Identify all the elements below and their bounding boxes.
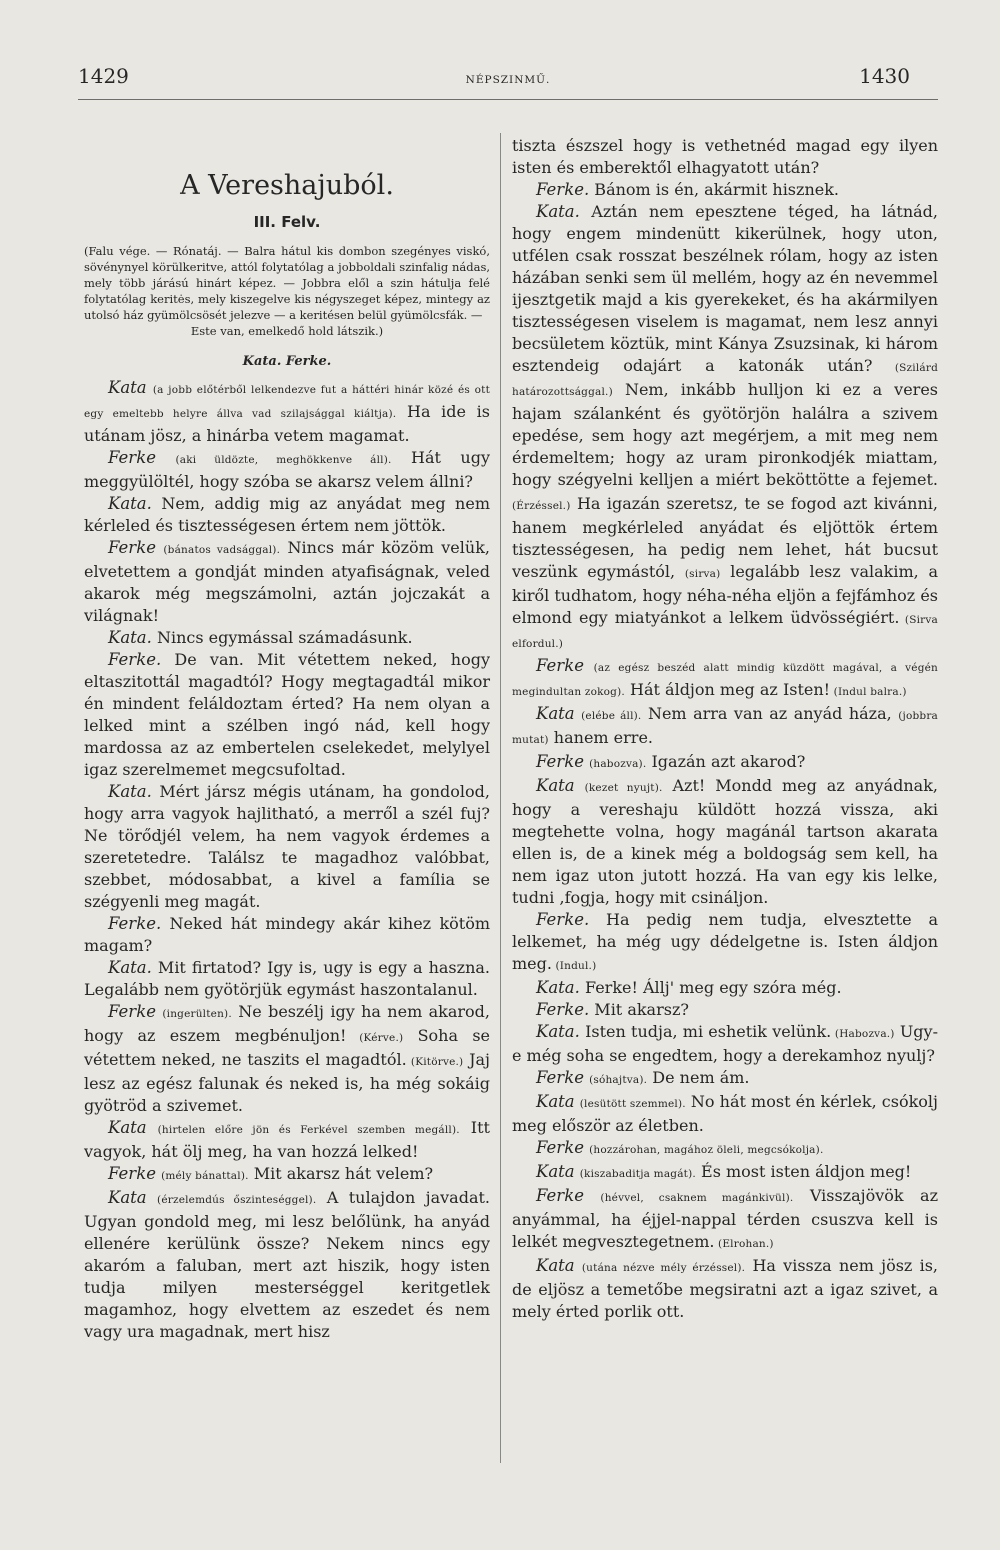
stage-direction: (utána nézve mély érzéssel). <box>581 1262 746 1274</box>
line-text: Nem, addig mig az anyádat meg nem kérleled és tisztességesen értem nem jöttök. <box>84 494 490 535</box>
line-text: Nem arra van az anyád háza, <box>641 704 892 723</box>
line-text: Nincs egymással számadásunk. <box>151 628 413 647</box>
speaker-name: Ferke <box>536 1068 584 1087</box>
line-text: Isten tudja, mi eshetik velünk. <box>579 1022 832 1041</box>
stage-direction: (hirtelen előre jön és Ferkével szemben megáll). <box>157 1124 460 1136</box>
speaker-name: Ferke <box>108 538 156 557</box>
stage-direction: (jobbra mutat) <box>512 710 939 746</box>
line-text: De van. Mit vétettem neked, hogy eltaszitottál magadtól? Hogy megtagadtál mikor én mindent feláldoztam érted? Ha nem olyan a lelked mint a szélben ingó nád, kell hogy mardossa az az embertelen cselekedet, melylyel igaz szerelmemet megcsufoltad. <box>84 650 490 779</box>
line-text: Jaj lesz az egész falunak és neked is, ha még sokáig gyötröd a szivemet. <box>84 1050 491 1115</box>
line-text: Hát ugy meggyülöltél, hogy szóba se akarsz velem állni? <box>84 448 490 491</box>
line-text: Mit akarsz hát velem? <box>248 1164 434 1183</box>
stage-direction: (a jobb előtérből lelkendezve fut a háttéri hinár közé és ott egy emeltebb helyre állva vad szilajsággal kiáltja). <box>84 384 490 420</box>
stage-direction: (Habozva.) <box>831 1028 895 1040</box>
stage-direction: (sirva) <box>684 568 721 580</box>
line-text: Mért jársz mégis utánam, ha gondolod, hogy arra vagyok hajlitható, a merről a szél fuj? Ne törődjél velem, ha nem vagyok érdemes a szeretetedre. Találsz te magadhoz valóbbat, szebbet, módosabbat, a kivel a família se szégyenli meg magát. <box>84 782 490 911</box>
dialogue-line <box>84 913 490 957</box>
line-text: Ha pedig nem tudja, elvesztette a lelkemet, ha még ugy dédelgetne is. Isten áldjon meg. <box>512 910 938 973</box>
dialogue-line <box>84 537 490 627</box>
dialogue-line <box>84 1187 490 1343</box>
line-text: Nincs már közöm velük, elvetettem a gondját minden atyafiságnak, veled akarok még megszámolni, aztán jojczakát a világnak! <box>84 538 490 625</box>
stage-direction: (Kitörve.) <box>406 1056 464 1068</box>
column-divider <box>500 133 501 1463</box>
dialogue-line <box>512 1185 938 1255</box>
dialogue-line <box>512 135 938 179</box>
line-text: Nem, inkább hulljon ki ez a veres hajam szálanként és gyötörjön halálra a szivem epedése, sem hogy azt megérjem, a mit meg nem érdemeltem; hogy az uram pironkodjék miattam, hogy szégyelni kelljen a miért beköttötte a fejemet. <box>512 380 938 489</box>
journal-title: NÉPSZINMŰ. <box>465 74 551 86</box>
dialogue-line <box>512 1091 938 1137</box>
line-text: Neked hát mindegy akár kihez kötöm magam? <box>84 914 490 955</box>
dialogue-line <box>512 703 938 751</box>
speaker-name: Ferke. <box>536 910 590 929</box>
speaker-name: Kata. <box>108 494 152 513</box>
speaker-name: Kata. <box>108 782 152 801</box>
stage-direction: (mély bánattal). <box>161 1170 249 1182</box>
left-page-number: 1429 <box>78 64 129 88</box>
line-text: Igazán azt akarod? <box>646 752 806 771</box>
dialogue-line <box>84 1117 490 1163</box>
dialogue-line <box>512 977 938 999</box>
dialogue-line <box>512 1021 938 1067</box>
speaker-name: Kata <box>536 776 575 795</box>
stage-direction: (Sirva elfordul.) <box>512 614 938 650</box>
left-column <box>84 135 490 1343</box>
speaker-name: Kata <box>108 378 147 397</box>
speaker-name: Kata. <box>108 628 152 647</box>
speaker-name: Ferke <box>536 1186 584 1205</box>
dialogue-line <box>512 655 938 703</box>
speaker-name: Kata <box>536 1162 575 1181</box>
dialogue-line <box>512 1161 938 1185</box>
stage-direction: (ingerülten). <box>162 1008 232 1020</box>
stage-direction: (Indul balra.) <box>830 686 907 698</box>
stage-direction: (érzelemdús őszinteséggel). <box>157 1194 317 1206</box>
stage-direction: (Érzéssel.) <box>512 500 571 512</box>
dialogue-line <box>512 909 938 977</box>
line-text: tiszta észszel hogy is vethetnéd magad egy ilyen isten és emberektől elhagyatott után? <box>512 136 938 177</box>
speaker-name: Kata. <box>536 202 580 221</box>
line-text: No hát most én kérlek, csókolj meg először az életben. <box>512 1092 939 1135</box>
stage-direction: (bánatos vadsággal). <box>163 544 281 556</box>
stage-direction: (Elrohan.) <box>714 1238 774 1250</box>
right-column <box>512 135 938 1323</box>
stage-direction: (sóhajtva). <box>589 1074 648 1086</box>
dialogue-line <box>512 201 938 655</box>
line-text: Ha vissza nem jösz is, de eljösz a temetőbe megsiratni azt a igaz szivet, a mely érted porlik ott. <box>512 1256 939 1321</box>
speaker-name: Ferke <box>536 656 584 675</box>
line-text: hanem erre. <box>548 728 653 747</box>
dialogue-line <box>84 1001 490 1117</box>
speaker-name: Kata. <box>108 958 152 977</box>
line-text: Mit firtatod? Igy is, ugy is egy a haszna. Legalább nem gyötörjük egymást haszontalanul. <box>84 958 490 999</box>
speaker-name: Kata <box>536 1092 575 1111</box>
dialogue-line <box>84 377 490 447</box>
page-header <box>78 60 938 98</box>
dialogue-line <box>512 179 938 201</box>
dialogue-line <box>512 1137 938 1161</box>
stage-direction: (habozva). <box>589 758 647 770</box>
dialogue-line <box>84 649 490 781</box>
speaker-name: Kata <box>108 1188 147 1207</box>
stage-direction: (az egész beszéd alatt mindig küzdött magával, a végén megindultan zokog). <box>512 662 938 698</box>
stage-direction: (Indul.) <box>551 960 597 972</box>
line-text: Mit akarsz? <box>589 1000 689 1019</box>
line-text: Ha igazán szeretsz, te se fogod azt kivánni, hanem megkérleled anyádat és eljöttök értem tisztességesen, ha pedig nem lehet, hát bucsut veszünk egymástól, <box>512 494 938 581</box>
line-text: Hát áldjon meg az Isten! <box>624 680 831 699</box>
dialogue-line <box>84 781 490 913</box>
speaker-name: Kata <box>536 704 575 723</box>
dialogue-line <box>84 1163 490 1187</box>
speaker-name: Ferke <box>108 448 156 467</box>
dialogue-line <box>512 775 938 909</box>
stage-direction: (elébe áll). <box>581 710 642 722</box>
dialogue-line <box>84 447 490 493</box>
speaker-name: Ferke <box>108 1164 156 1183</box>
play-title: A Vereshajuból. <box>180 170 394 201</box>
line-text: Aztán nem epesztene téged, ha látnád, hogy engem mindenütt kikerülnek, hogy uton, utfélen csak rosszat beszélnek rólam, hogy az isten házában senki sem ül mellém, hogy az én nevemmel ijesztgetik majd a kis gyerekeket, és ha akármilyen tisztességesen viselem is magamat, nem lesz annyi becsületem köztük, mint Kánya Zsuzsinak, ki három esztendeig odajárt a katonák után? <box>512 202 938 375</box>
right-page-number: 1430 <box>859 64 910 88</box>
speaker-name: Ferke <box>536 752 584 771</box>
dialogue-line <box>84 493 490 537</box>
speaker-name: Ferke. <box>536 1000 590 1019</box>
speaker-name: Kata. <box>536 1022 580 1041</box>
scene-evening: Este van, emelkedő hold látszik.) <box>190 324 384 338</box>
speaker-name: Ferke. <box>536 180 590 199</box>
stage-direction: (kezet nyujt). <box>584 782 663 794</box>
line-text: Azt! Mondd meg az anyádnak, hogy a vereshaju küldött hozzá vissza, aki megtehette volna, hogy magánál tartson akarata ellen is, de a kinek még a boldogság sem kell, ha nem igaz uton jutott hozzá. Ha van egy kis lelke, tudni ,fogja, hogy mit csináljon. <box>512 776 938 907</box>
speaker-name: Ferke <box>108 1002 156 1021</box>
line-text: És most isten áldjon meg! <box>695 1162 912 1181</box>
line-text: De nem ám. <box>647 1068 750 1087</box>
line-text: legalább lesz valakim, a kiről tudhatom, hogy néha-néha eljön a fejfámhoz és elmond egy miatyánkot a lelkem üdvösségiért. <box>512 562 938 627</box>
dialogue-line <box>512 999 938 1021</box>
stage-direction: (hozzárohan, magához öleli, megcsókolja). <box>589 1144 824 1156</box>
header-rule <box>78 99 938 100</box>
line-text: Ha ide is utánam jösz, a hinárba vetem magamat. <box>84 402 490 445</box>
cast-line: Kata. Ferke. <box>242 354 332 369</box>
speaker-name: Kata. <box>536 978 580 997</box>
dialogue-line <box>512 751 938 775</box>
stage-direction: (Szilárd határozottsággal.) <box>512 362 938 398</box>
dialogue-line <box>512 1255 938 1323</box>
line-text: Bánom is én, akármit hisznek. <box>589 180 839 199</box>
line-text: Ferke! Állj' meg egy szóra még. <box>579 978 842 997</box>
line-text: Visszajövök az anyámmal, ha éjjel-nappal térden csuszva kell is lelkét megvesztegetnem. <box>512 1186 938 1251</box>
line-text: Ugy-e még soha se engedtem, hogy a derekamhoz nyulj? <box>512 1022 938 1065</box>
scene-description <box>84 243 490 339</box>
speaker-name: Kata <box>536 1256 575 1275</box>
stage-direction: (kiszabaditja magát). <box>579 1168 696 1180</box>
line-text: Soha se vétettem neked, ne taszits el magadtól. <box>84 1026 491 1069</box>
scene-text: (Falu vége. — Rónatáj. — Balra hátul kis dombon szegényes viskó, sövénynyel körülkeritve, attól folytatólag a jobboldali szinfalig nádas, mely több járású hinárt képez. — Jobbra elől a szin hátulja felé folytatólag keritės, mely kiszegelve kis négyszeget képez, mintegy az utolsó ház gyümölcsösét jelezve — a keritésen belül gyümölcsfák. — <box>84 244 490 322</box>
line-text: Itt vagyok, hát ölj meg, ha van hozzá lelked! <box>84 1118 490 1161</box>
stage-direction: (lesütött szemmel). <box>579 1098 686 1110</box>
speaker-name: Kata <box>108 1118 147 1137</box>
act-heading: III. Felv. <box>253 213 321 231</box>
stage-direction: (Kérve.) <box>346 1032 404 1044</box>
line-text: A tulajdon javadat. Ugyan gondold meg, mi lesz belőlünk, ha anyád ellenére kerülünk össze? Nekem nincs egy akaróm a faluban, mert azt hiszik, hogy isten tudja milyen mesterséggel keritgetlek magamhoz, hogy elvettem az eszedet és nem vagy ura magadnak, mert hisz <box>84 1188 490 1341</box>
stage-direction: (hévvel, csaknem magánkivül). <box>600 1192 794 1204</box>
speaker-name: Ferke. <box>108 650 162 669</box>
dialogue-line <box>84 957 490 1001</box>
speaker-name: Ferke. <box>108 914 162 933</box>
line-text: Ne beszélj igy ha nem akarod, hogy az eszem megbénuljon! <box>84 1002 491 1045</box>
stage-direction: (aki üldözte, meghökkenve áll). <box>175 454 392 466</box>
dialogue-line <box>84 627 490 649</box>
speaker-name: Ferke <box>536 1138 584 1157</box>
dialogue-line <box>512 1067 938 1091</box>
